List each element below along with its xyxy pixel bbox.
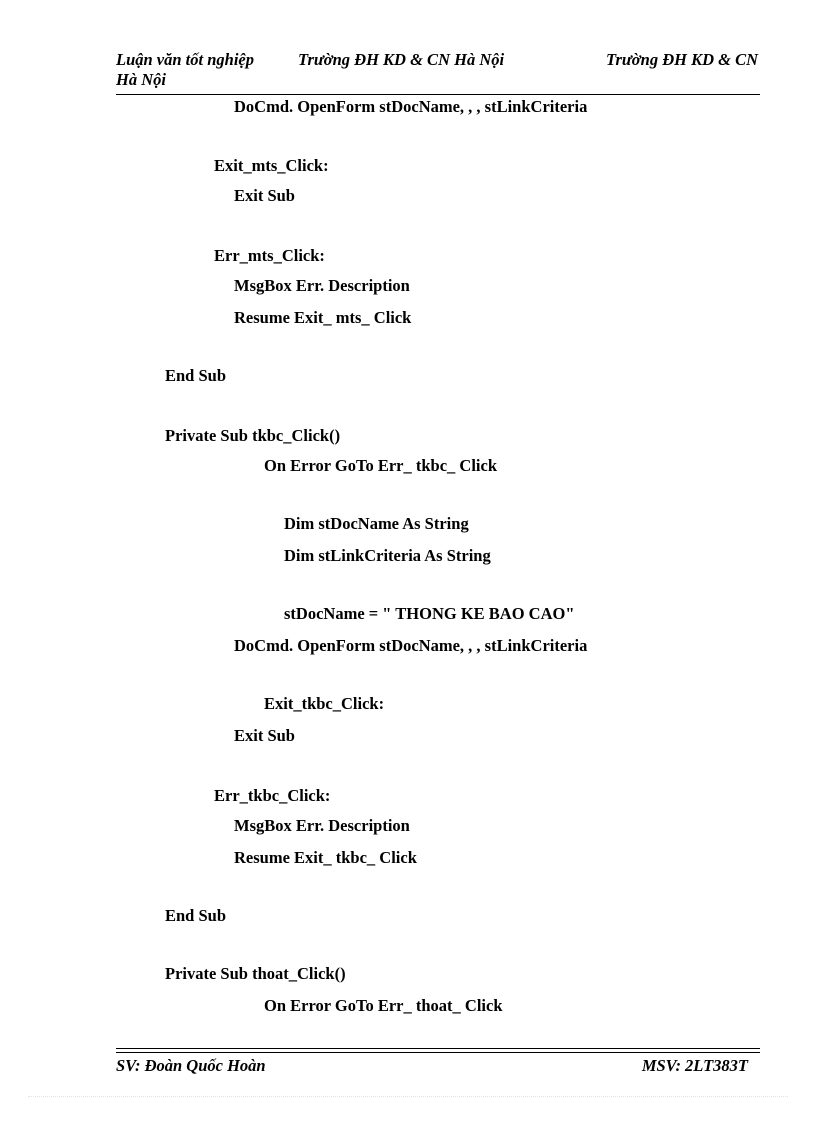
header-school-name-repeat: Trường ĐH KD & CN	[606, 50, 758, 69]
code-line: Err_mts_Click:	[214, 246, 325, 265]
code-line: On Error GoTo Err_ thoat_ Click	[264, 996, 503, 1015]
code-line: End Sub	[165, 366, 227, 385]
code-line: Private Sub thoat_Click()	[165, 964, 346, 983]
code-line: Dim stDocName As String	[284, 514, 469, 533]
code-line: MsgBox Err. Description	[234, 276, 410, 295]
code-line: Err_tkbc_Click:	[214, 786, 331, 805]
code-line: DoCmd. OpenForm stDocName, , , stLinkCriteria	[234, 636, 588, 655]
footer-divider-top	[116, 1048, 760, 1049]
code-line: Resume Exit_ tkbc_ Click	[234, 848, 417, 867]
header-city: Hà Nội	[116, 70, 166, 89]
page-bottom-edge	[28, 1096, 788, 1097]
header-school-name: Trường ĐH KD & CN Hà Nội	[298, 50, 505, 69]
footer-student-id: MSV: 2LT383T	[641, 1056, 748, 1075]
header-thesis-label: Luận văn tốt nghiệp	[116, 50, 254, 69]
code-line: stDocName = " THONG KE BAO CAO"	[284, 604, 575, 623]
code-line: Exit Sub	[234, 186, 295, 205]
code-line: End Sub	[165, 906, 227, 925]
code-line: DoCmd. OpenForm stDocName, , , stLinkCriteria	[234, 97, 588, 116]
footer-divider-bottom	[116, 1052, 760, 1053]
code-line: Exit Sub	[234, 726, 295, 745]
code-line: MsgBox Err. Description	[234, 816, 410, 835]
code-line: Dim stLinkCriteria As String	[284, 546, 491, 565]
code-line: Exit_mts_Click:	[214, 156, 329, 175]
code-line: On Error GoTo Err_ tkbc_ Click	[264, 456, 497, 475]
code-line: Private Sub tkbc_Click()	[165, 426, 341, 445]
code-line: Resume Exit_ mts_ Click	[234, 308, 412, 327]
footer-student-name: SV: Đoàn Quốc Hoàn	[116, 1056, 266, 1075]
code-line: Exit_tkbc_Click:	[264, 694, 385, 713]
